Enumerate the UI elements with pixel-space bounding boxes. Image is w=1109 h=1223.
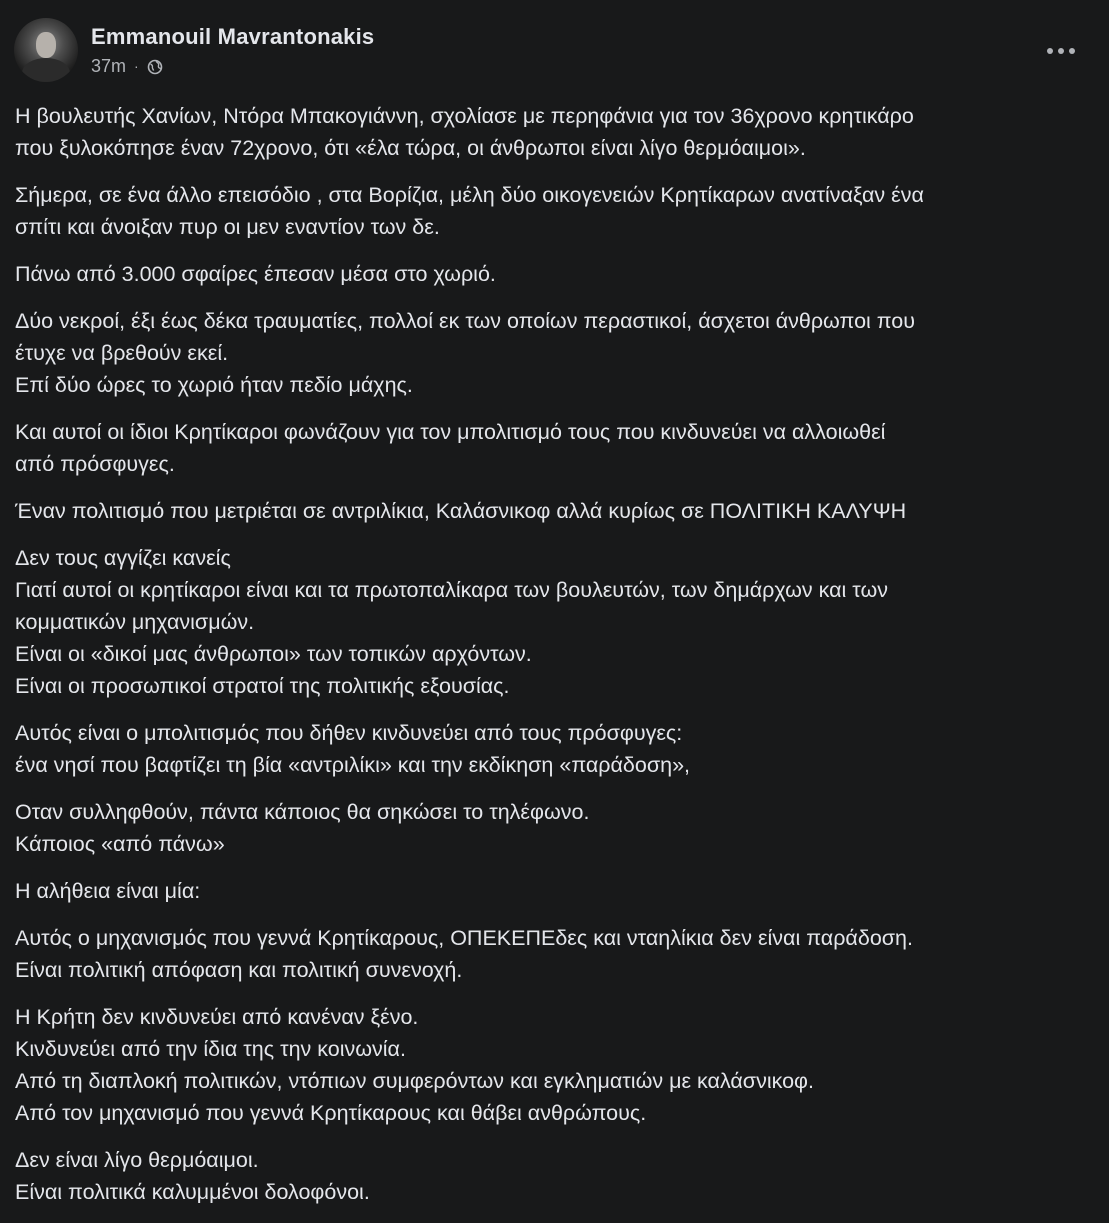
post-text-line: Έναν πολιτισμό που μετριέται σε αντριλίκια, Καλάσνικοφ αλλά κυρίως σε ΠΟΛΙΤΙΚΗ ΚΑΛΥΨΗ	[15, 499, 907, 523]
post-text-line: Πάνω από 3.000 σφαίρες έπεσαν μέσα στο χωριό.	[15, 262, 496, 286]
post-paragraph	[15, 305, 1100, 401]
post-text-line: Σήμερα, σε ένα άλλο επεισόδιο , στα Βορίζια, μέλη δύο οικογενειών Κρητίκαρων ανατίναξαν ένα	[15, 183, 924, 207]
post-text-line: Και αυτοί οι ίδιοι Κρητίκαροι φωνάζουν για τον μπολιτισμό τους που κινδυνεύει να αλλοιωθεί	[15, 420, 886, 444]
post-paragraph	[15, 495, 1100, 527]
avatar-body	[22, 58, 70, 82]
post-paragraph	[15, 875, 1100, 907]
post-text-line: Η βουλευτής Χανίων, Ντόρα Μπακογιάννη, σχολίασε με περηφάνια για τον 36χρονο κρητικάρο	[15, 104, 914, 128]
ellipsis-icon-dot	[1058, 48, 1064, 54]
post-text-line: Είναι οι προσωπικοί στρατοί της πολιτικής εξουσίας.	[15, 674, 510, 698]
post-text-line: Είναι πολιτική απόφαση και πολιτική συνενοχή.	[15, 958, 463, 982]
post-text-line: Από τον μηχανισμό που γεννά Κρητίκαρους και θάβει ανθρώπους.	[15, 1101, 647, 1125]
post-meta	[91, 23, 374, 77]
post-paragraph	[15, 542, 1100, 702]
post-text-line: Η Κρήτη δεν κινδυνεύει από κανέναν ξένο.	[15, 1005, 419, 1029]
avatar-face	[36, 32, 56, 58]
post-text-line: από πρόσφυγες.	[15, 452, 175, 476]
post-text-line: ένα νησί που βαφτίζει τη βία «αντριλίκι» και την εκδίκηση «παράδοση»,	[15, 753, 691, 777]
globe-icon[interactable]	[147, 58, 163, 74]
post-text-line: κομματικών μηχανισμών.	[15, 610, 255, 634]
post-text-line: Δεν τους αγγίζει κανείς	[15, 546, 231, 570]
post-paragraph	[15, 1001, 1100, 1129]
post-text-line: Δύο νεκροί, έξι έως δέκα τραυματίες, πολλοί εκ των οποίων περαστικοί, άσχετοι άνθρωποι που	[15, 309, 916, 333]
post-paragraph	[15, 796, 1100, 860]
post-text-line: Γιατί αυτοί οι κρητίκαροι είναι και τα πρωτοπαλίκαρα των βουλευτών, των δημάρχων και των	[15, 578, 889, 602]
post-header	[14, 18, 374, 82]
ellipsis-icon-dot	[1047, 48, 1053, 54]
post-text-line: Επί δύο ώρες το χωριό ήταν πεδίο μάχης.	[15, 373, 413, 397]
separator-dot: ·	[134, 58, 139, 74]
post-paragraph	[15, 100, 1100, 164]
post-text-line: Κάποιος «από πάνω»	[15, 832, 225, 856]
post-text-line: έτυχε να βρεθούν εκεί.	[15, 341, 229, 365]
post-text-line: που ξυλοκόπησε έναν 72χρονο, ότι «έλα τώρα, οι άνθρωποι είναι λίγο θερμόαιμοι».	[15, 136, 806, 160]
author-name[interactable]: Emmanouil Mavrantonakis	[91, 24, 375, 49]
post-text-line: Αυτός ο μηχανισμός που γεννά Κρητίκαρους, ΟΠΕΚΕΠΕδες και νταηλίκια δεν είναι παράδοση.	[15, 926, 913, 950]
post-text-line: Οταν συλληφθούν, πάντα κάποιος θα σηκώσει το τηλέφωνο.	[15, 800, 590, 824]
post-subline	[91, 55, 374, 77]
more-options-button[interactable]	[1041, 36, 1081, 66]
post-timestamp[interactable]: 37m	[91, 56, 127, 76]
post-paragraph	[15, 1144, 1100, 1208]
post-text-line: Η αλήθεια είναι μία:	[15, 879, 201, 903]
post-text-line: Κινδυνεύει από την ίδια της την κοινωνία.	[15, 1037, 406, 1061]
post-paragraph	[15, 416, 1100, 480]
post-paragraph	[15, 179, 1100, 243]
post-paragraph	[15, 717, 1100, 781]
author-avatar[interactable]	[14, 18, 78, 82]
post-text-line: Είναι πολιτικά καλυμμένοι δολοφόνοι.	[15, 1180, 370, 1204]
post-text-line: Δεν είναι λίγο θερμόαιμοι.	[15, 1148, 259, 1172]
post-text-line: Αυτός είναι ο μπολιτισμός που δήθεν κινδυνεύει από τους πρόσφυγες:	[15, 721, 683, 745]
post-paragraph	[15, 922, 1100, 986]
post-text	[15, 100, 1100, 1223]
post-text-line: Από τη διαπλοκή πολιτικών, ντόπιων συμφερόντων και εγκληματιών με καλάσνικοφ.	[15, 1069, 814, 1093]
post-text-line: σπίτι και άνοιξαν πυρ οι μεν εναντίον των δε.	[15, 215, 440, 239]
post-paragraph	[15, 258, 1100, 290]
post-text-line: Είναι οι «δικοί μας άνθρωποι» των τοπικών αρχόντων.	[15, 642, 532, 666]
ellipsis-icon-dot	[1069, 48, 1075, 54]
